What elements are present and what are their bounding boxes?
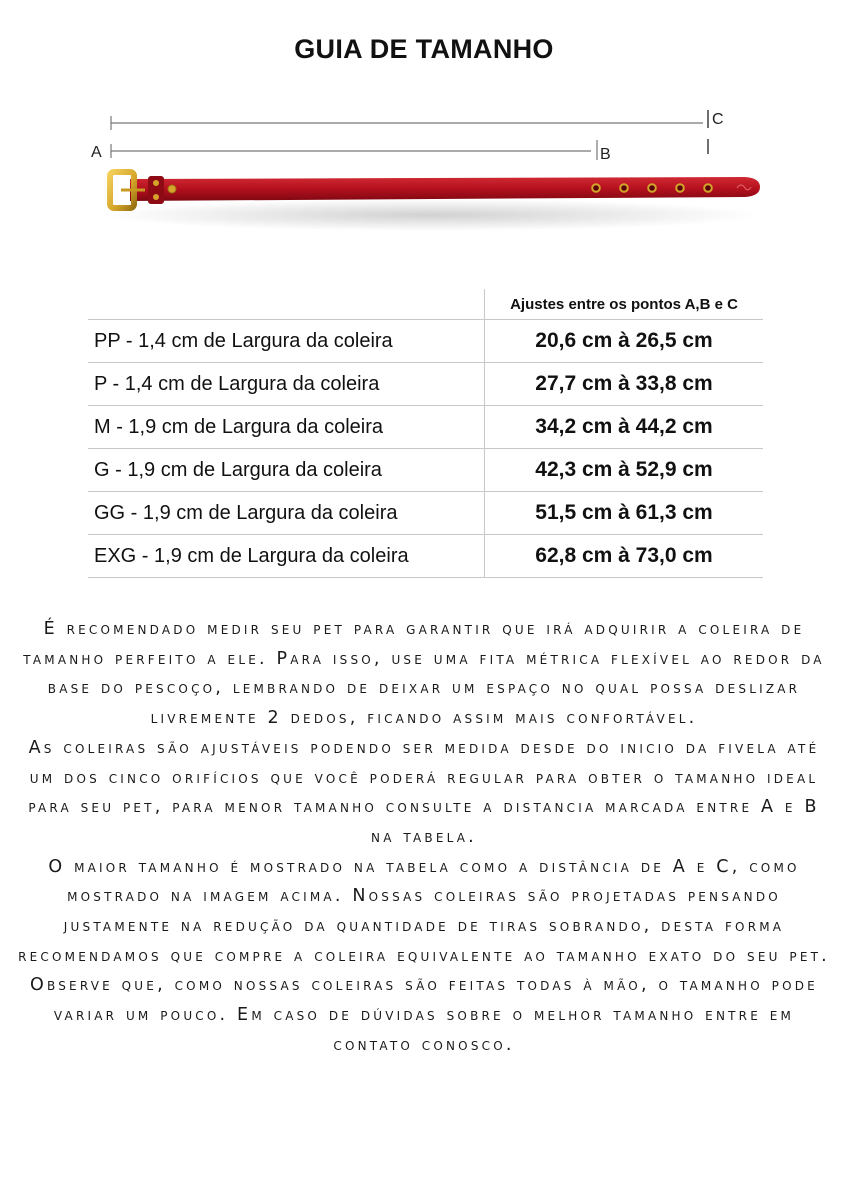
range-cell: 27,7 cm à 33,8 cm — [485, 363, 764, 406]
size-table — [88, 289, 763, 578]
size-cell: P - 1,4 cm de Largura da coleira — [88, 363, 485, 406]
page-title: GUIA DE TAMANHO — [294, 34, 554, 64]
strap-hole-icon — [648, 184, 656, 192]
range-cell: 62,8 cm à 73,0 cm — [485, 535, 764, 578]
strap-hole-icon — [676, 184, 684, 192]
instructions-paragraph: Observe que, como nossas coleiras são feitas todas à mão, o tamanho pode variar um pouco. Em caso de dúvidas sobre o melhor tamanho entre em contato conosco. — [30, 975, 818, 1055]
collar-diagram — [0, 100, 848, 250]
instructions-paragraph: O maior tamanho é mostrado na tabela como a distância de A e C, como mostrado na imagem acima. Nossas coleiras são projetadas pensando justamente na redução da quantidade de tiras sobrando, desta forma recomendamos que compre a coleira equivalente ao tamanho exato do seu pet. — [18, 856, 830, 966]
table-row — [88, 449, 763, 492]
range-cell: 34,2 cm à 44,2 cm — [485, 406, 764, 449]
size-cell: M - 1,9 cm de Largura da coleira — [88, 406, 485, 449]
strap-hole-icon — [620, 184, 628, 192]
strap-rivet-icon — [168, 185, 176, 193]
size-cell: EXG - 1,9 cm de Largura da coleira — [88, 535, 485, 578]
size-table-header-row — [88, 289, 763, 320]
instructions-paragraph: As coleiras são ajustáveis podendo ser medida desde do inicio da fivela até um dos cinco orifícios que você poderá regular para obter o tamanho ideal para seu pet, para menor tamanho consulte a distancia marcada entre A e B na tabela. — [28, 737, 820, 847]
strap-hole-icon — [592, 184, 600, 192]
instructions-paragraph: É recomendado medir seu pet para garantir que irá adquirir a coleira de tamanho perfeito a ele. Para isso, use uma fita métrica flexível ao redor da base do pescoço, lembrando de deixar um espaço no qual possa deslizar livremente 2 dedos, ficando assim mais confortável. — [23, 619, 825, 729]
range-cell: 51,5 cm à 61,3 cm — [485, 492, 764, 535]
size-instructions — [16, 615, 832, 1061]
size-table-header: Ajustes entre os pontos A,B e C — [485, 289, 764, 320]
marker-a-label: A — [91, 144, 102, 161]
table-row — [88, 320, 763, 363]
range-cell: 20,6 cm à 26,5 cm — [485, 320, 764, 363]
keeper-rivet-icon-2 — [153, 194, 159, 200]
range-cell: 42,3 cm à 52,9 cm — [485, 449, 764, 492]
size-cell: GG - 1,9 cm de Largura da coleira — [88, 492, 485, 535]
keeper-rivet-icon — [153, 180, 159, 186]
marker-c-label: C — [712, 111, 724, 128]
size-table-header-blank — [88, 289, 485, 320]
table-row — [88, 406, 763, 449]
table-row — [88, 492, 763, 535]
size-cell: G - 1,9 cm de Largura da coleira — [88, 449, 485, 492]
size-cell: PP - 1,4 cm de Largura da coleira — [88, 320, 485, 363]
collar-shadow — [100, 199, 760, 231]
table-row — [88, 363, 763, 406]
table-row — [88, 535, 763, 578]
collar-diagram-svg — [0, 100, 848, 250]
marker-b-label: B — [600, 146, 611, 163]
strap-hole-icon — [704, 184, 712, 192]
collar-strap — [130, 177, 760, 201]
